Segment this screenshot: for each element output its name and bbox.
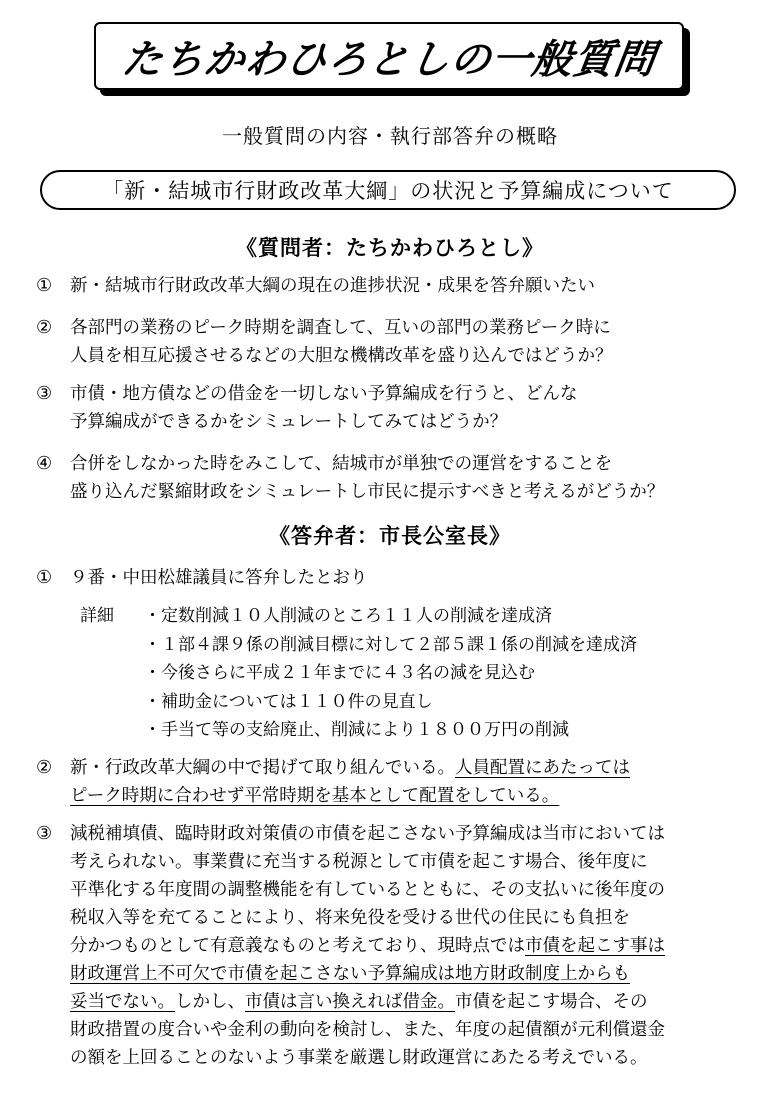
question-text: 盛り込んだ緊縮財政をシミュレートし市民に提示すべきと考えるがどうか？ [70, 482, 665, 502]
question-text: 人員を相互応援させるなどの大胆な機構改革を盛り込んではどうか？ [70, 346, 613, 366]
answer-text: 市債を起こす場合、その [455, 992, 648, 1012]
answer-text: 財政措置の度合いや金利の動向を検討し、また、年度の起債額が元利償還金 [70, 1020, 665, 1040]
answer-text: 考えられない。事業費に充当する税源として市債を起こす場合、後年度に [70, 852, 648, 872]
underlined-text: 市債を起こす事は [525, 936, 665, 956]
question-number: ④ [36, 453, 53, 474]
answer-line [70, 754, 756, 782]
answer-1 [36, 564, 756, 592]
answer-text: 平準化する年度間の調整機能を有しているとともに、その支払いに後年度の [70, 880, 665, 900]
answer-3 [36, 820, 756, 1072]
underlined-text: ピーク時期に合わせず平常時期を基本として配置をしている。 [70, 786, 560, 806]
underlined-text: 財政運営上不可欠で市債を起こさない予算編成は地方財政制度上からも [70, 964, 630, 984]
question-text: 予算編成ができるかをシミュレートしてみてはどうか？ [70, 412, 508, 432]
detail-item: ・補助金については１１０件の見直し [144, 691, 433, 712]
detail-item: ・１部４課９係の削減目標に対して２部５課１係の削減を達成済 [144, 634, 637, 655]
topic-banner [40, 170, 736, 210]
answer-text: 分かつものとして有意義なものと考えており、現時点では [70, 936, 525, 956]
answer-number: ② [36, 757, 53, 778]
detail-item: ・今後さらに平成２１年までに４３名の減を見込む [144, 663, 535, 683]
page-subtitle: 一般質問の内容・執行部答弁の概略 [222, 124, 558, 148]
answer-line [70, 988, 756, 1016]
detail-item: ・手当て等の支給廃止、削減により１８００万円の削減 [144, 720, 569, 740]
page-title: たちかわひろとしの一般質問 [118, 36, 659, 83]
topic-title: 「新・結城市行財政改革大綱」の状況と予算編成について [102, 179, 674, 203]
detail-list [144, 602, 637, 745]
question-text: 各部門の業務のピーク時期を調査して、互いの部門の業務ピーク時に [70, 318, 611, 338]
question-number: ③ [36, 383, 53, 404]
answer-text: しかし、 [175, 992, 245, 1012]
answer-text: の額を上回ることのないよう事業を厳選し財政運営にあたる考えでいる。 [70, 1048, 648, 1068]
answer-text: ９番・中田松雄議員に答弁したとおり [70, 568, 368, 588]
title-banner [94, 22, 684, 90]
underlined-text: 人員配置にあたっては [455, 758, 630, 778]
answer-text: 税収入等を充てることにより、将来免役を受ける世代の住民にも負担を [70, 908, 630, 928]
underlined-text: 妥当でない。 [70, 992, 175, 1012]
answer-line [70, 932, 756, 960]
answer-1-details [80, 602, 637, 745]
question-text: 新・結城市行財政改革大綱の現在の進捗状況・成果を答弁願いたい [70, 276, 595, 296]
answer-text: 減税補填債、臨時財政対策債の市債を起こさない予算編成は当市においては [70, 824, 665, 844]
answer-text: 新・行政改革大綱の中で掲げて取り組んでいる。 [70, 758, 455, 778]
detail-label: 詳細 [80, 606, 114, 626]
answerer-heading: 《答弁者：市長公室長》 [269, 524, 511, 548]
question-number: ② [36, 317, 53, 338]
detail-item: ・定数削減１０人削減のところ１１人の削減を達成済 [144, 606, 552, 626]
question-1 [36, 272, 756, 300]
question-3 [36, 380, 756, 436]
answer-number: ① [36, 567, 53, 588]
underlined-text: 市債は言い換えれば借金。 [245, 992, 455, 1012]
questioner-heading: 《質問者：たちかわひろとし》 [236, 236, 544, 260]
question-4 [36, 450, 756, 506]
question-text: 合併をしなかった時をみこして、結城市が単独での運営をすることを [70, 454, 613, 474]
question-2 [36, 314, 756, 370]
question-number: ① [36, 275, 53, 296]
answer-2 [36, 754, 756, 810]
question-text: 市債・地方債などの借金を一切しない予算編成を行うと、どんな [70, 384, 578, 404]
answer-number: ③ [36, 823, 53, 844]
